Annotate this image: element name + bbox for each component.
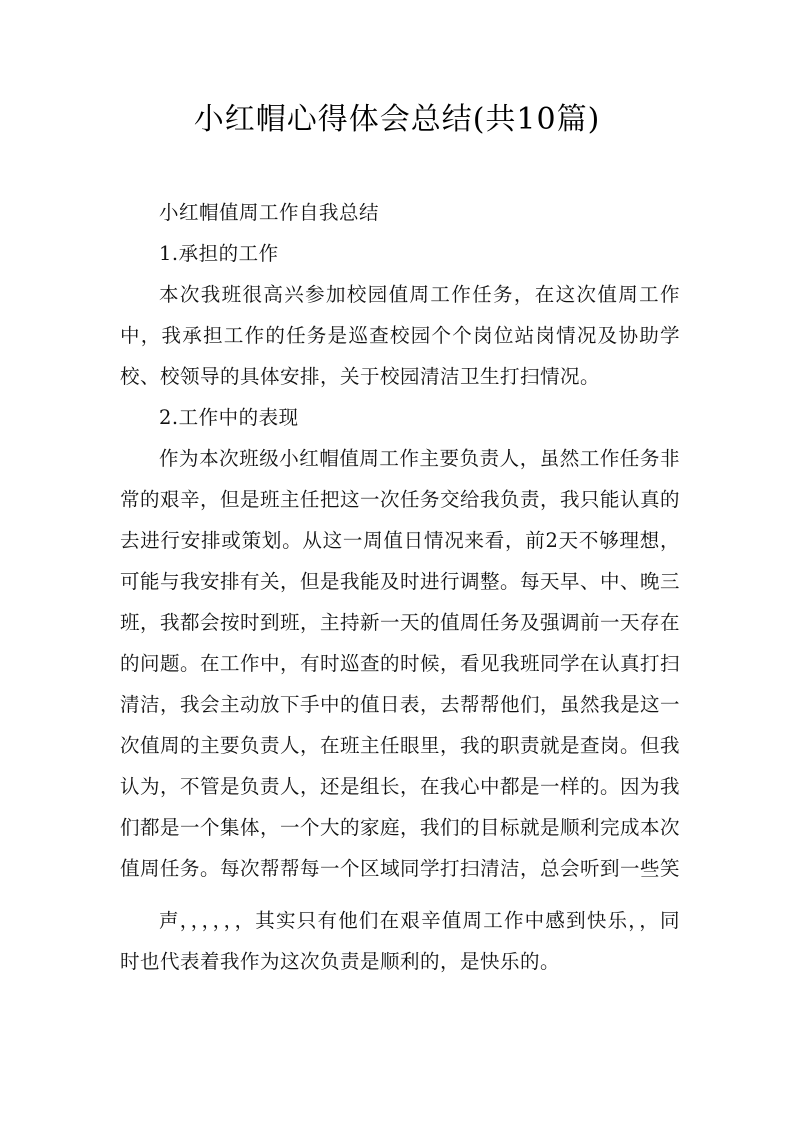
document-body (120, 192, 680, 982)
section-heading-2: 2.工作中的表现 (159, 406, 299, 429)
document-title: 小红帽心得体会总结(共10篇) (193, 102, 601, 137)
section-heading-1: 1.承担的工作 (159, 242, 279, 265)
document-subtitle: 小红帽值周工作自我总结 (159, 201, 380, 224)
section-paragraph-2: 作为本次班级小红帽值周工作主要负责人，虽然工作任务非常的艰辛，但是班主任把这一次任务交给我负责，我只能认真的去进行安排或策划。从这一周值日情况来看，前2天不够理想，可能与我安排有关，但是我能及时进行调整。每天早、中、晚三班，我都会按时到班，主持新一天的值周任务及强调前一天存在的问题。在工作中，有时巡查的时候，看见我班同学在认真打扫清洁，我会主动放下手中的值日表，去帮帮他们，虽然我是这一次值周的主要负责人，在班主任眼里，我的职责就是查岗。但我认为，不管是负责人，还是组长，在我心中都是一样的。因为我们都是一个集体，一个大的家庭，我们的目标就是顺利完成本次值周任务。每次帮帮每一个区域同学打扫清洁，总会听到一些笑 (120, 447, 681, 880)
section-paragraph-1: 本次我班很高兴参加校园值周工作任务，在这次值周工作中，我承担工作的任务是巡查校园个个岗位站岗情况及协助学校、校领导的具体安排，关于校园清洁卫生打扫情况。 (120, 283, 680, 388)
section-paragraph-3: 声，，，，，，其实只有他们在艰辛值周工作中感到快乐，，同时也代表着我作为这次负责是顺利的，是快乐的。 (120, 909, 680, 973)
